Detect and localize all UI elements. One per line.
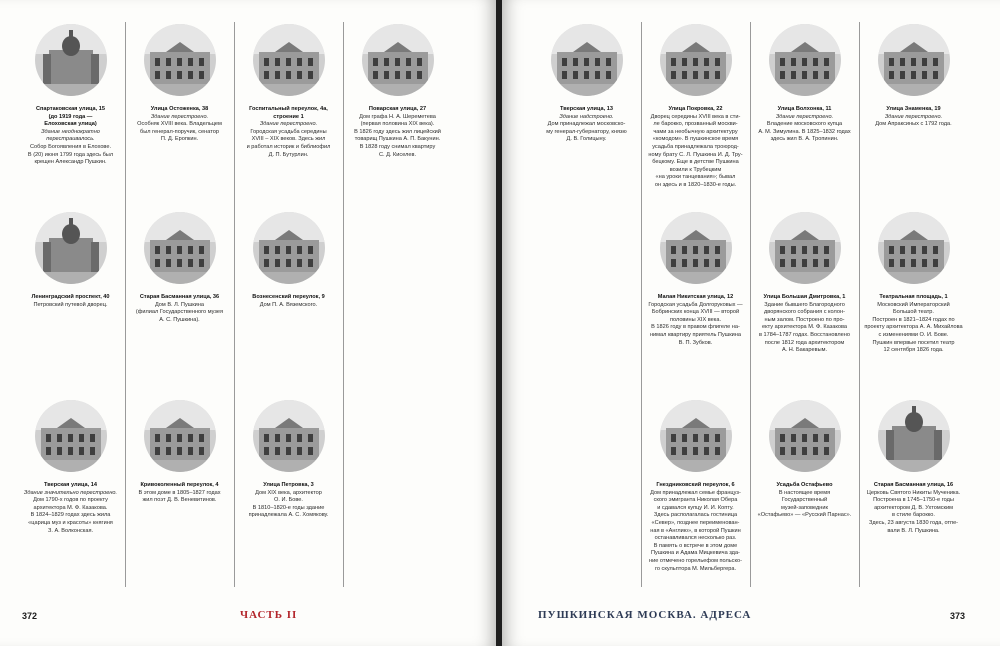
address-caption bbox=[31, 294, 109, 309]
address-entry bbox=[641, 18, 750, 206]
address-description: Московский Императорский Большой театр. Пострoен в 1821–1824 годах по проекту архитектора А. А. Михайлова с изменениями О. И. Бове. Пушкин впервые посетил театр 12 сентября 1826 года. bbox=[864, 301, 963, 354]
building-photo bbox=[35, 212, 107, 284]
building-photo bbox=[144, 212, 216, 284]
address-caption bbox=[875, 106, 951, 129]
address-entry bbox=[859, 206, 968, 394]
address-description: Дворец середины XVIII века в сти- ле барокко, прозванный москви- чами за необычную архитектуру «комодом». В пушкинское время усадьба принадлежала троюрод- ному брату С. Л. Пушкина И. Д. Тру- бецкому. Еще в детстве Пушкина возили к Трубецким «на уроки танцевания»; бывал он здесь и в 1820–1830-е годы. bbox=[648, 113, 743, 188]
address-description: В настоящее время Государственный музей-заповедник «Остафьево» — «Русский Парнас». bbox=[757, 489, 852, 519]
building-photo bbox=[878, 212, 950, 284]
address-caption bbox=[249, 482, 329, 520]
address-caption bbox=[137, 106, 222, 144]
address-title: Ленинградский проспект, 40 bbox=[31, 294, 110, 300]
address-description: Здание бывшего Благородного дворянского собрания с колон- ным залом. Построено по про- екту архитектора М. Ф. Казакова в 1784–1787 годах. Восстановлено после 1812 года архитектором А. Н. Бакаревым. bbox=[759, 301, 850, 354]
address-title: Кривоколенный переулок, 4 bbox=[140, 482, 219, 488]
building-photo bbox=[144, 24, 216, 96]
building-photo bbox=[144, 400, 216, 472]
address-title: Тверская улица, 14 bbox=[44, 482, 97, 488]
address-entry bbox=[16, 18, 125, 206]
address-caption bbox=[758, 482, 852, 520]
address-description: Дом В. Л. Пушкина (филиал Государственного музея А. С. Пушкина). bbox=[135, 301, 224, 323]
address-entry bbox=[16, 394, 125, 582]
address-entry bbox=[125, 206, 234, 394]
address-description: Городская усадьба Долгоруковых — Бобринских конца XVIII — второй половины XIX века. В 1826 году в правом флигеле на- нимал квартиру приятель Пушкина В. П. Зубков. bbox=[648, 301, 743, 346]
address-title: Улица Остоженка, 38 bbox=[150, 106, 209, 112]
address-title: Улица Большая Дмитровка, 1 bbox=[763, 294, 846, 300]
address-note: Здание неоднократно перестраивалось. bbox=[41, 128, 100, 143]
address-caption bbox=[648, 294, 742, 347]
building-photo bbox=[253, 400, 325, 472]
address-entry bbox=[750, 18, 859, 206]
address-caption bbox=[759, 294, 850, 355]
address-title: Тверская улица, 13 bbox=[560, 106, 613, 112]
address-caption bbox=[28, 106, 113, 167]
address-caption bbox=[354, 106, 441, 159]
building-photo bbox=[551, 24, 623, 96]
address-title: Улица Петровка, 3 bbox=[263, 482, 314, 488]
address-caption bbox=[648, 106, 742, 190]
address-description: Дом Апраксиных с 1792 года. bbox=[875, 121, 952, 128]
address-entry bbox=[125, 394, 234, 582]
address-description: В этом доме в 1805–1827 годах жил поэт Д. В. Веневитинов. bbox=[138, 489, 221, 504]
building-photo bbox=[253, 24, 325, 96]
address-caption bbox=[252, 294, 324, 309]
building-photo bbox=[362, 24, 434, 96]
address-description: Городская усадьба середины XVIII – XIX веков. Здесь жил и работал историк и библиофил Д. П. Бутурлин. bbox=[246, 128, 331, 158]
address-description: Дом П. А. Вяземского. bbox=[259, 301, 318, 308]
address-entry bbox=[859, 394, 968, 582]
address-description: Церковь Святого Никиты Мученика. Построена в 1745–1750-е годы архитектором Д. В. Ухтомским в стиле барокко. Здесь, 23 августа 1830 года, отпе- вали В. Л. Пушкина. bbox=[866, 489, 961, 534]
address-entry bbox=[16, 206, 125, 394]
address-title: Госпитальный переулок, 4а, строение 1 bbox=[249, 106, 328, 120]
building-photo bbox=[253, 212, 325, 284]
address-title: Вознесенский переулок, 9 bbox=[252, 294, 325, 300]
address-description: Дом 1790-х годов по проекту архитектора М. Ф. Казакова. В 1824–1829 годах здесь жила «царица муз и красоты» княгиня З. А. Волконская. bbox=[28, 497, 113, 534]
address-title: Усадьба Остафьево bbox=[776, 482, 833, 488]
building-photo bbox=[878, 400, 950, 472]
address-note: Здание перестроено. bbox=[775, 113, 834, 120]
address-caption bbox=[247, 106, 331, 159]
address-title: Улица Знаменка, 19 bbox=[886, 106, 941, 112]
address-caption bbox=[867, 482, 960, 535]
address-title: Улица Покровка, 22 bbox=[668, 106, 723, 112]
page-number-left: 372 bbox=[22, 611, 38, 621]
address-title: Старая Басманная улица, 16 bbox=[873, 482, 954, 488]
address-entry bbox=[343, 18, 452, 206]
address-title: Старая Басманная улица, 36 bbox=[139, 294, 220, 300]
address-entry bbox=[532, 18, 641, 206]
address-entry bbox=[234, 206, 343, 394]
running-head-left: ЧАСТЬ II bbox=[240, 609, 298, 621]
address-description: Дом графа Н. А. Шереметева (первая половина XIX века). В 1826 году здесь жил лицейский товарищ Пушкина А. П. Бакунин. В 1828 году снимал квартиру С. Д. Киселев. bbox=[354, 113, 441, 158]
building-photo bbox=[660, 400, 732, 472]
address-entry bbox=[234, 18, 343, 206]
address-description: Особняк XVIII века. Владельцем был генерал-поручик, сенатор П. Д. Еропкин. bbox=[137, 121, 222, 143]
address-description: Петровский путевой дворец. bbox=[33, 301, 108, 308]
running-head-right: ПУШКИНСКАЯ МОСКВА. АДРЕСА bbox=[538, 609, 752, 621]
address-description: Дом XIX века, архитектор О. И. Бове. В 1810–1820-е годы здание принадлежала А. С. Хомякову. bbox=[248, 489, 329, 519]
address-entry bbox=[859, 18, 968, 206]
address-caption bbox=[864, 294, 962, 355]
page-number-right: 373 bbox=[950, 611, 966, 621]
left-page bbox=[0, 0, 496, 646]
address-entry bbox=[125, 18, 234, 206]
address-title: Улица Волхонка, 11 bbox=[777, 106, 832, 112]
address-description: Дом принадлежал московско- му генерал-губернатору, князю Д. В. Голицыну. bbox=[546, 121, 627, 143]
address-entry bbox=[234, 394, 343, 582]
address-caption bbox=[649, 482, 742, 573]
address-note: Здание перестроено. bbox=[884, 113, 943, 120]
address-note: Здание перестроено. bbox=[259, 121, 318, 128]
building-photo bbox=[660, 24, 732, 96]
address-entry bbox=[641, 394, 750, 582]
right-page bbox=[502, 0, 1000, 646]
address-title: Спартаковская улица, 15 (до 1919 года — Елоховская улица) bbox=[36, 106, 105, 128]
address-caption bbox=[136, 294, 223, 324]
building-photo bbox=[35, 400, 107, 472]
building-photo bbox=[35, 24, 107, 96]
building-photo bbox=[769, 212, 841, 284]
address-description: Владение московского купца А. М. Зимулина. В 1825–1832 годах здесь жил В. А. Тропинин. bbox=[758, 121, 851, 143]
building-photo bbox=[878, 24, 950, 96]
address-title: Театральная площадь, 1 bbox=[879, 294, 948, 300]
address-title: Поварская улица, 27 bbox=[368, 106, 427, 112]
building-photo bbox=[769, 24, 841, 96]
address-caption bbox=[24, 482, 117, 535]
address-title: Малая Никитская улица, 12 bbox=[657, 294, 734, 300]
address-title: Гнездниковский переулок, 6 bbox=[656, 482, 735, 488]
address-caption bbox=[546, 106, 627, 144]
address-grid-left bbox=[16, 18, 452, 582]
address-grid-right bbox=[532, 18, 968, 582]
building-photo bbox=[660, 212, 732, 284]
address-note: Здание значительно перестроено. bbox=[23, 489, 118, 496]
address-note: Здание перестроено. bbox=[150, 113, 209, 120]
address-caption bbox=[138, 482, 220, 505]
address-caption bbox=[758, 106, 850, 144]
address-entry bbox=[750, 206, 859, 394]
address-description: Собор Богоявления в Елохове. В (20) июня 1799 года здесь был крещен Александр Пушкин. bbox=[27, 143, 114, 166]
building-photo bbox=[769, 400, 841, 472]
address-entry bbox=[641, 206, 750, 394]
address-note: Здание надстроено. bbox=[559, 113, 614, 120]
address-description: Дом принадлежал семье француз- ского эмигранта Николая Обера и сдавался купцу И. И. Копту. Здесь располагалась гостиница «Север», позднее переименован- ная в «Англию», в которой Пушкин останавливался несколько раз. В память о встрече в этом доме Пушкина и Адама Мицкевича зда- ние отмечено горельефом польско- го скульптора М. Мильбергера. bbox=[649, 489, 742, 572]
address-entry bbox=[750, 394, 859, 582]
